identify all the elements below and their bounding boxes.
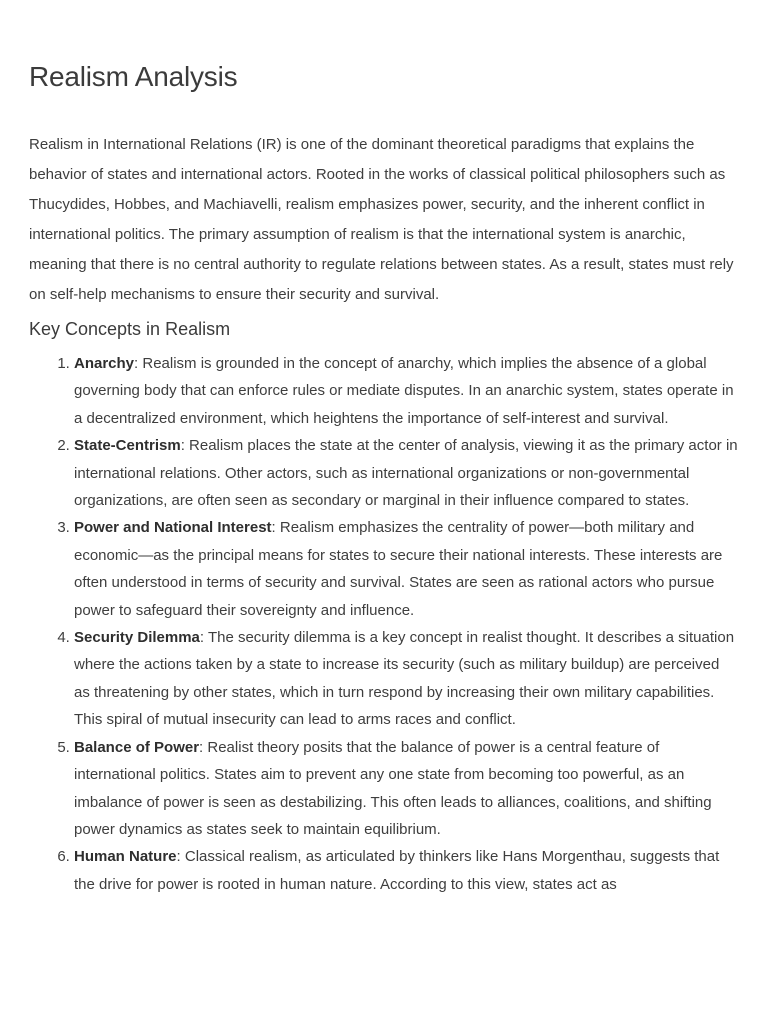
intro-paragraph: Realism in International Relations (IR) is one of the dominant theoretical paradigms that explains the behavior of states and international actors. Rooted in the works of classical political philosophers such as Thucydides, Hobbes, and Machiavelli, realism emphasizes power, security, and the inherent conflict in international politics. The primary assumption of realism is that the international system is anarchic, meaning that there is no central authority to regulate relations between states. As a result, states must rely on self-help mechanisms to ensure their security and survival.	[29, 136, 734, 303]
concept-term: Power and National Interest	[74, 519, 272, 537]
concept-text: : Realism emphasizes the centrality of power—both military and economic—as the principal means for states to secure their national interests. These interests are often understood in terms of security and survival. States are seen as rational actors who pursue power to safeguard their sovereignty and influence.	[74, 519, 723, 619]
section-heading: Key Concepts in Realism	[29, 319, 231, 339]
concept-text: : Classical realism, as articulated by thinkers like Hans Morgenthau, suggests that the drive for power is rooted in human nature. According to this view, states act as	[74, 848, 720, 893]
concept-text: : Realist theory posits that the balance of power is a central feature of international politics. States aim to prevent any one state from becoming too powerful, as an imbalance of power is seen as destabilizing. This often leads to alliances, coalitions, and shifting power dynamics as states seek to maintain equilibrium.	[74, 738, 712, 838]
concept-text: : Realism places the state at the center of analysis, viewing it as the primary actor in international relations. Other actors, such as international organizations or non-governmental organizations, are often seen as secondary or marginal in their influence compared to states.	[74, 437, 738, 510]
concept-term: Security Dilemma	[74, 629, 200, 647]
concept-text: : Realism is grounded in the concept of anarchy, which implies the absence of a global governing body that can enforce rules or mediate disputes. In an anarchic system, states operate in a decentralized environment, which heightens the importance of self-interest and survival.	[74, 355, 734, 427]
list-item	[74, 350, 739, 432]
document-title: Realism Analysis	[29, 61, 238, 92]
concept-term: Human Nature	[74, 848, 177, 866]
concept-term: Balance of Power	[74, 738, 200, 756]
concept-text: : The security dilemma is a key concept in realist thought. It describes a situation where the actions taken by a state to increase its security (such as military buildup) are perceived as threatening by other states, which in turn respond by increasing their own military capabilities. This spiral of mutual insecurity can lead to arms races and conflict.	[74, 629, 735, 729]
list-item	[74, 514, 739, 624]
list-item	[74, 432, 739, 514]
list-item	[74, 624, 739, 734]
concept-term: Anarchy	[74, 355, 135, 372]
concept-term: State-Centrism	[74, 437, 181, 455]
list-item	[74, 843, 739, 898]
concepts-list	[29, 350, 739, 898]
list-item	[74, 734, 739, 844]
